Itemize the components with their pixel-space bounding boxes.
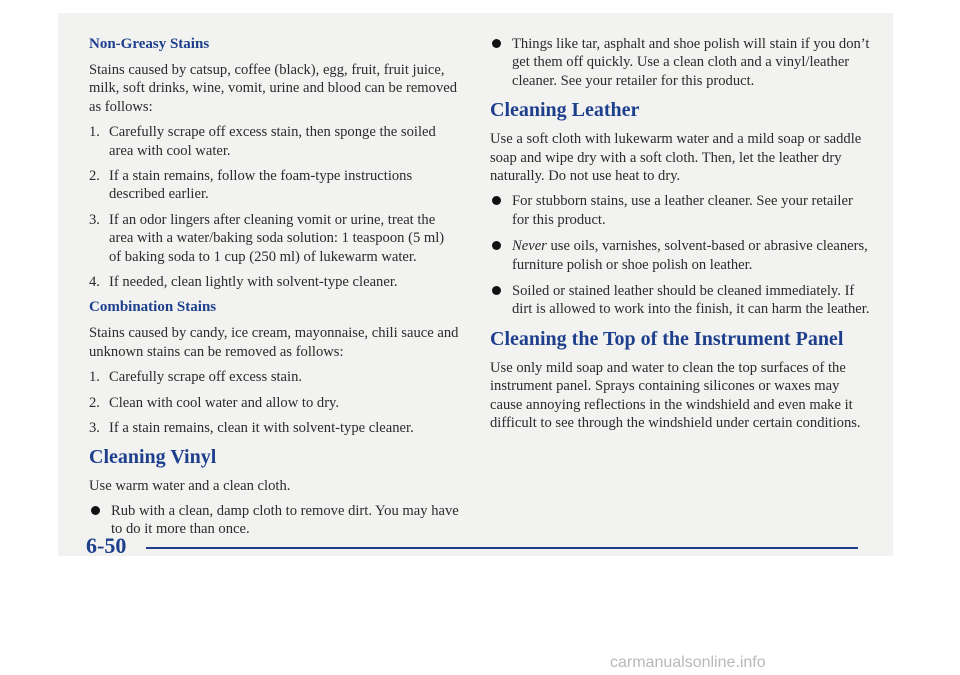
vinyl-heading: Cleaning Vinyl — [89, 445, 217, 468]
instrument-panel-heading: Cleaning the Top of the Instrument Panel — [490, 327, 844, 350]
bullet-text: Rub with a clean, damp cloth to remove dirt. You may have to do it more than once. — [111, 502, 459, 538]
bullet-icon — [91, 506, 100, 515]
non-greasy-steps — [89, 123, 459, 291]
step-number: 4. — [89, 274, 100, 291]
step-text: Carefully scrape off excess stain, then sponge the soiled area with cool water. — [109, 124, 436, 159]
list-item — [89, 211, 459, 266]
leather-intro: Use a soft cloth with lukewarm water and a mild soap or saddle soap and wipe dry with a soft cloth. Then, let the leather dry naturally. Do not use heat to dry. — [490, 131, 862, 185]
bullet-icon — [492, 39, 501, 48]
step-text: If a stain remains, clean it with solvent-type cleaner. — [109, 420, 414, 437]
step-text: If an odor lingers after cleaning vomit or urine, treat the area with a water/baking soda solution: 1 teaspoon (5 ml) of baking soda to 1 cup (250 ml) of lukewarm water. — [109, 211, 445, 265]
list-item — [89, 419, 459, 437]
combination-intro: Stains caused by candy, ice cream, mayonnaise, chili sauce and unknown stains can be removed as follows: — [89, 325, 459, 360]
page-footer — [58, 533, 893, 563]
tar-bullets — [490, 35, 870, 90]
step-number: 1. — [89, 369, 100, 386]
step-number: 2. — [89, 394, 100, 411]
step-text: Carefully scrape off excess stain. — [109, 369, 303, 386]
instrument-panel-body: Use only mild soap and water to clean the top surfaces of the instrument panel. Sprays containing silicones or waxes may cause annoying reflections in the windshield and even make it difficult to see through the windshield under certain conditions. — [490, 359, 861, 432]
combination-heading: Combination Stains — [89, 299, 217, 316]
list-item — [89, 394, 459, 412]
right-column — [490, 35, 870, 440]
combination-steps — [89, 368, 459, 437]
step-text: If needed, clean lightly with solvent-type cleaner. — [109, 274, 398, 291]
left-column — [89, 35, 459, 547]
bullet-text: Things like tar, asphalt and shoe polish will stain if you don’t get them off quickly. Use a clean cloth and a vinyl/leather cleaner. See your retailer for this product. — [512, 36, 870, 89]
list-item — [89, 273, 459, 291]
vinyl-intro: Use warm water and a clean cloth. — [89, 477, 291, 494]
bullet-icon — [492, 286, 501, 295]
list-item — [89, 368, 459, 386]
leather-bullets — [490, 192, 870, 318]
bullet-icon — [492, 241, 501, 250]
step-text: If a stain remains, follow the foam-type instructions described earlier. — [109, 168, 413, 203]
list-item — [490, 237, 870, 274]
list-item — [490, 282, 870, 319]
step-number: 3. — [89, 420, 100, 437]
page-number: 6-50 — [86, 533, 127, 558]
non-greasy-intro: Stains caused by catsup, coffee (black), egg, fruit, fruit juice, milk, soft drinks, wine, vomit, urine and blood can be removed as follows: — [89, 62, 458, 115]
emphasis-never: Never — [512, 238, 547, 255]
leather-heading: Cleaning Leather — [490, 99, 640, 122]
bullet-text: use oils, varnishes, solvent-based or abrasive cleaners, furniture polish or shoe polish on leather. — [512, 238, 868, 273]
list-item — [89, 123, 459, 160]
list-item — [89, 167, 459, 204]
step-number: 2. — [89, 168, 100, 185]
manual-page — [58, 13, 893, 556]
footer-rule — [146, 547, 858, 549]
watermark: carmanualsonline.info — [610, 654, 766, 671]
step-number: 1. — [89, 124, 100, 141]
bullet-icon — [492, 196, 501, 205]
list-item — [490, 192, 870, 229]
bullet-text: Soiled or stained leather should be cleaned immediately. If dirt is allowed to work into the finish, it can harm the leather. — [512, 283, 870, 318]
step-number: 3. — [89, 211, 100, 228]
bullet-text: For stubborn stains, use a leather cleaner. See your retailer for this product. — [512, 193, 853, 228]
step-text: Clean with cool water and allow to dry. — [109, 394, 340, 411]
non-greasy-heading: Non-Greasy Stains — [89, 36, 210, 52]
list-item — [490, 35, 870, 90]
